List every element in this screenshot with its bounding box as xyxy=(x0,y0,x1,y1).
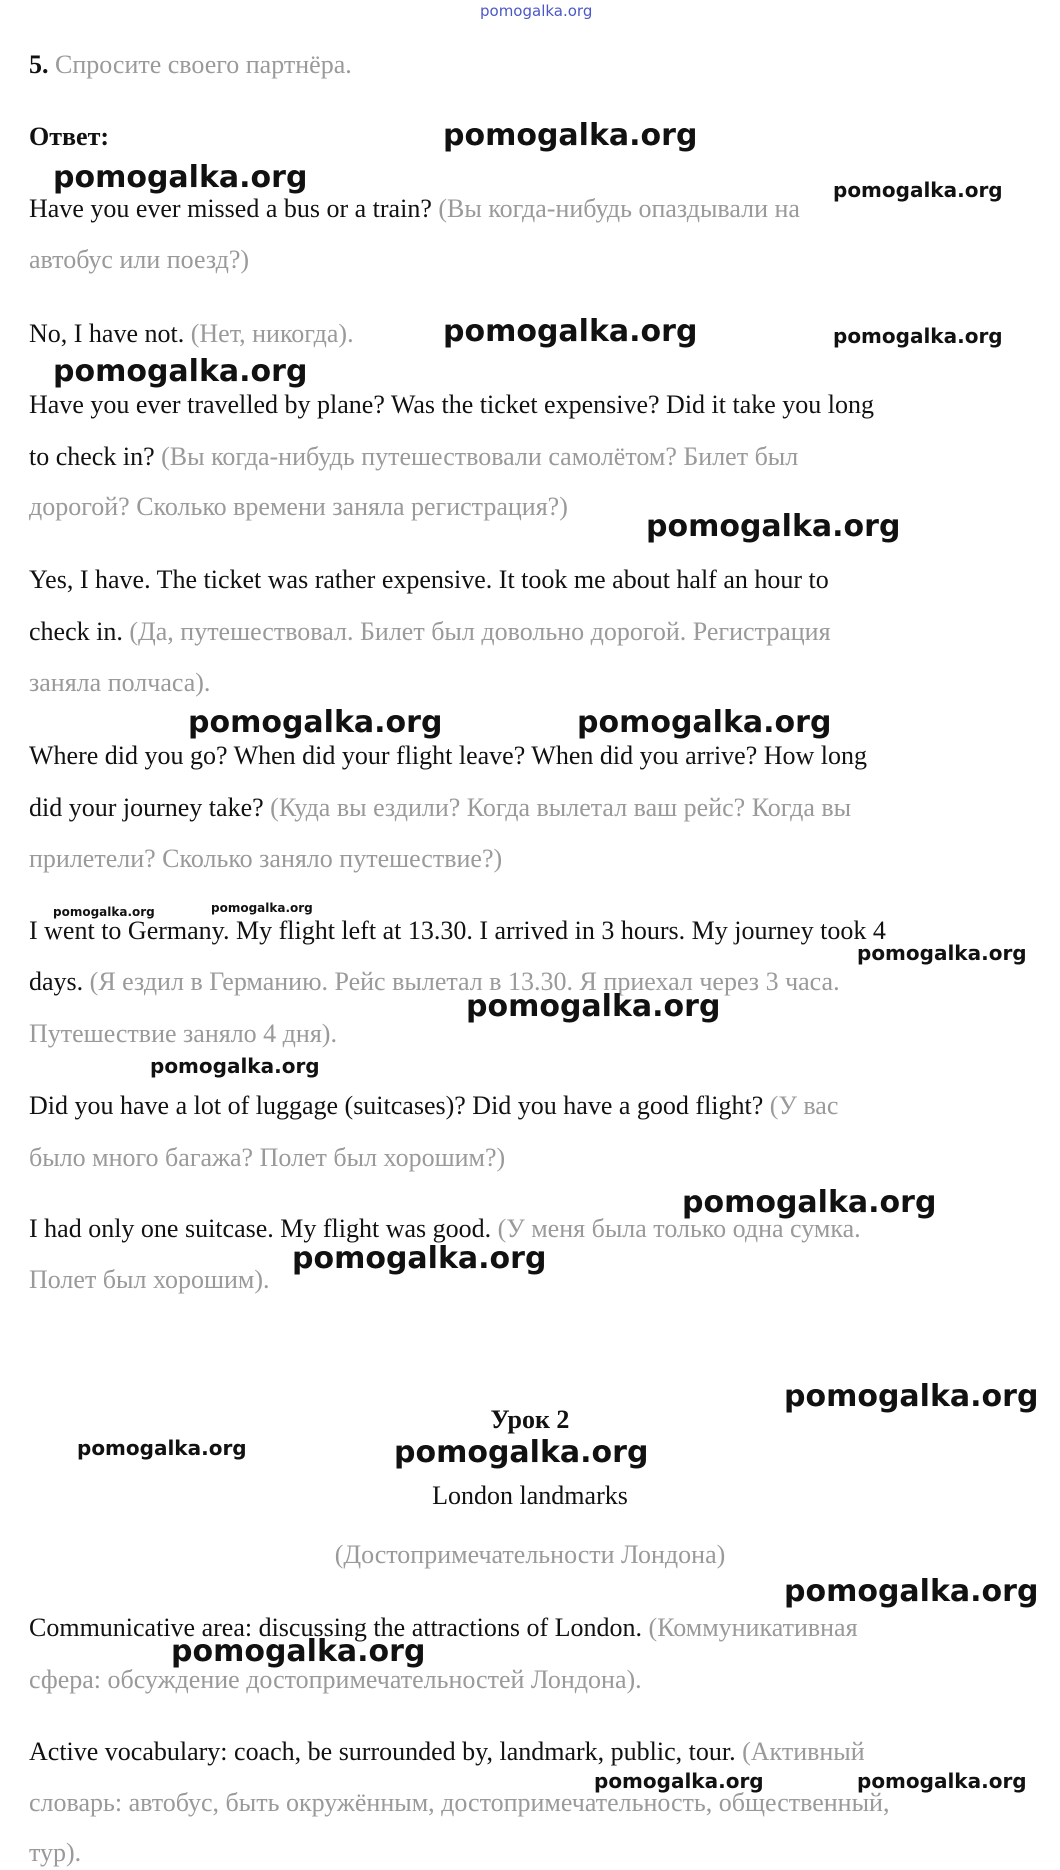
question-2-ru-cont: дорогой? Сколько времени заняла регистрация?) xyxy=(29,492,568,521)
active-vocabulary xyxy=(29,1735,865,1769)
exercise-number: 5. xyxy=(29,50,49,79)
answer-label: Ответ: xyxy=(29,122,110,151)
watermark: pomogalka.org xyxy=(188,705,443,740)
lesson-subtitle: London landmarks xyxy=(432,1481,628,1510)
watermark: pomogalka.org xyxy=(577,705,832,740)
watermark: pomogalka.org xyxy=(171,1634,426,1669)
question-3-line-2 xyxy=(29,791,851,825)
communicative-area-ru-cont: сфера: обсуждение достопримечательностей Лондона). xyxy=(29,1665,642,1694)
watermark: pomogalka.org xyxy=(443,118,698,153)
active-vocabulary-ru: (Активный xyxy=(742,1737,865,1766)
lesson-subtitle-ru: (Достопримечательности Лондона) xyxy=(334,1540,726,1569)
watermark: pomogalka.org xyxy=(646,509,901,544)
watermark: pomogalka.org xyxy=(784,1574,1039,1609)
watermark: pomogalka.org xyxy=(443,314,698,349)
watermark: pomogalka.org xyxy=(53,160,308,195)
watermark: pomogalka.org xyxy=(150,1054,320,1078)
communicative-area xyxy=(29,1611,858,1645)
question-3-en-cont: did your journey take? xyxy=(29,793,264,822)
exercise-heading xyxy=(29,48,352,82)
answer-3-line-1: I went to Germany. My flight left at 13.30. I arrived in 3 hours. My journey took 4 xyxy=(29,916,886,945)
communicative-area-ru: (Коммуникативная xyxy=(648,1613,858,1642)
watermark: pomogalka.org xyxy=(833,178,1003,202)
watermark: pomogalka.org xyxy=(53,905,155,919)
watermark: pomogalka.org xyxy=(857,1769,1027,1793)
answer-3-ru-cont: Путешествие заняло 4 дня). xyxy=(29,1019,337,1048)
question-3-ru-cont: прилетели? Сколько заняло путешествие?) xyxy=(29,844,503,873)
question-4-en: Did you have a lot of luggage (suitcases)? Did you have a good flight? xyxy=(29,1091,764,1120)
watermark: pomogalka.org xyxy=(77,1436,247,1460)
answer-2-line-1: Yes, I have. The ticket was rather expensive. It took me about half an hour to xyxy=(29,565,829,594)
question-2-ru: (Вы когда-нибудь путешествовали самолётом? Билет был xyxy=(161,442,799,471)
lesson-title: Урок 2 xyxy=(490,1405,570,1434)
question-4 xyxy=(29,1089,838,1123)
watermark-top: pomogalka.org xyxy=(480,2,593,20)
active-vocabulary-ru-cont: словарь: автобус, быть окружённым, достопримечательность, общественный, xyxy=(29,1788,890,1817)
watermark: pomogalka.org xyxy=(53,354,308,389)
watermark: pomogalka.org xyxy=(682,1185,937,1220)
answer-1-en: No, I have not. xyxy=(29,319,185,348)
question-2-line-2 xyxy=(29,440,798,474)
answer-4-en: I had only one suitcase. My flight was good. xyxy=(29,1214,492,1243)
watermark: pomogalka.org xyxy=(594,1769,764,1793)
watermark: pomogalka.org xyxy=(784,1379,1039,1414)
answer-4-ru: (У меня была только одна сумка. xyxy=(497,1214,861,1243)
answer-2-en-cont: check in. xyxy=(29,617,123,646)
watermark: pomogalka.org xyxy=(833,324,1003,348)
question-1-en: Have you ever missed a bus or a train? xyxy=(29,194,432,223)
watermark: pomogalka.org xyxy=(292,1241,547,1276)
watermark: pomogalka.org xyxy=(394,1435,649,1470)
answer-3-en-cont: days. xyxy=(29,967,84,996)
answer-2-ru-cont: заняла полчаса). xyxy=(29,668,211,697)
exercise-instruction: Спросите своего партнёра. xyxy=(55,50,352,79)
question-1-ru: (Вы когда-нибудь опаздывали на xyxy=(438,194,800,223)
answer-3-ru: (Я ездил в Германию. Рейс вылетал в 13.30. Я приехал через 3 часа. xyxy=(89,967,840,996)
question-3-ru: (Куда вы ездили? Когда вылетал ваш рейс? Когда вы xyxy=(270,793,852,822)
question-4-ru-cont: было много багажа? Полет был хорошим?) xyxy=(29,1143,506,1172)
active-vocabulary-ru-end: тур). xyxy=(29,1838,82,1867)
communicative-area-en: Communicative area: discussing the attractions of London. xyxy=(29,1613,643,1642)
question-2-en-cont: to check in? xyxy=(29,442,155,471)
answer-1-ru: (Нет, никогда). xyxy=(190,319,354,348)
question-1-ru-cont: автобус или поезд?) xyxy=(29,245,250,274)
question-3-line-1: Where did you go? When did your flight leave? When did you arrive? How long xyxy=(29,741,868,770)
answer-1 xyxy=(29,317,354,351)
watermark: pomogalka.org xyxy=(466,989,721,1024)
answer-2-line-2 xyxy=(29,615,831,649)
answer-2-ru: (Да, путешествовал. Билет был довольно дорогой. Регистрация xyxy=(129,617,831,646)
question-4-ru: (У вас xyxy=(769,1091,839,1120)
question-2-line-1: Have you ever travelled by plane? Was the ticket expensive? Did it take you long xyxy=(29,390,875,419)
active-vocabulary-en: Active vocabulary: coach, be surrounded by, landmark, public, tour. xyxy=(29,1737,736,1766)
watermark: pomogalka.org xyxy=(211,901,313,915)
question-1 xyxy=(29,192,800,226)
watermark: pomogalka.org xyxy=(857,941,1027,965)
answer-4-ru-cont: Полет был хорошим). xyxy=(29,1265,270,1294)
